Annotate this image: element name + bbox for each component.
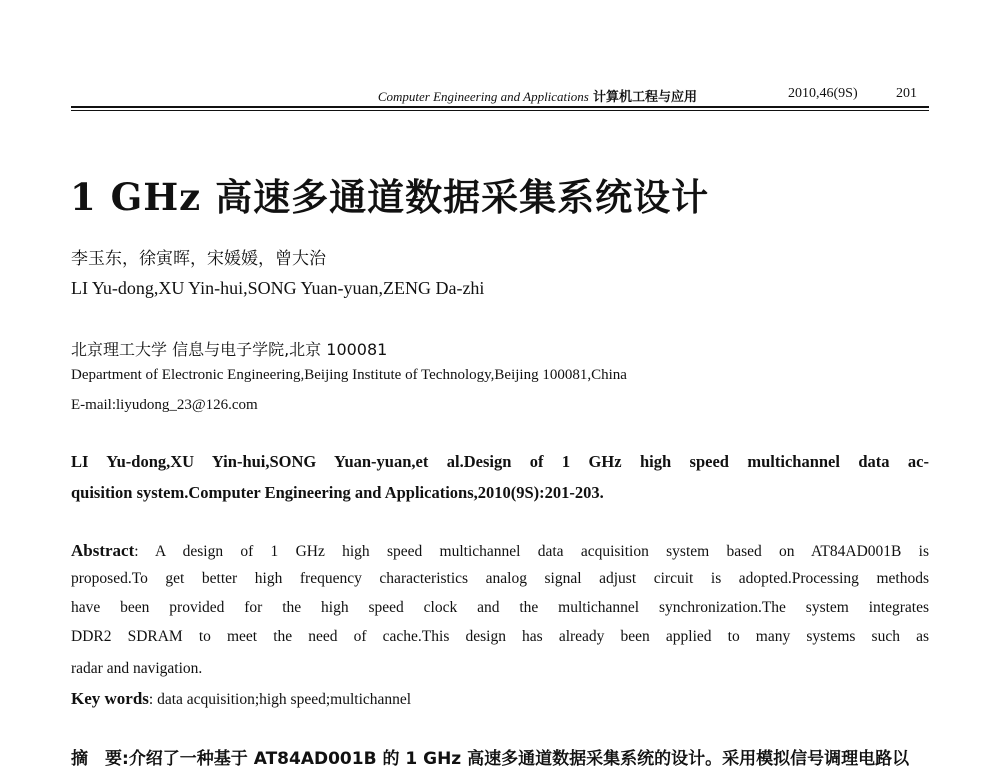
journal-name-en: Computer Engineering and Applications [377, 89, 589, 104]
abstract-cn-text: 介绍了一种基于 AT84AD001B 的 1 GHz 高速多通道数据采集系统的设计。采用模拟信号调理电路以 [128, 749, 910, 769]
keywords [71, 689, 411, 709]
abstract-label-sep: : [134, 543, 155, 560]
header-rule-thin [71, 110, 929, 111]
paper-title: 1 GHz 高速多通道数据采集系统设计 [70, 175, 710, 219]
abstract-cn: 摘 要:介绍了一种基于 AT84AD001B 的 1 GHz 高速多通道数据采集系统的设计。采用模拟信号调理电路以 [71, 749, 910, 769]
affiliation-cn: 北京理工大学 信息与电子学院,北京 100081 [71, 340, 388, 359]
citation-line-1: LI Yu-dong,XU Yin-hui,SONG Yuan-yuan,et al.Design of 1 GHz high speed multichannel data ac- [71, 452, 929, 471]
keywords-label: Key words [71, 689, 149, 708]
abstract-line-2: proposed.To get better high frequency characteristics analog signal adjust circuit is adopted.Processing methods [71, 570, 929, 587]
abstract-label: Abstract [71, 541, 135, 560]
keywords-text: data acquisition;high speed;multichannel [157, 691, 412, 708]
abstract-cn-label: 摘 要 [71, 749, 122, 769]
author-email: E-mail:liyudong_23@126.com [71, 397, 258, 413]
abstract-line-3: have been provided for the high speed clock and the multichannel synchronization.The system integrates [71, 599, 929, 616]
abstract-text: A design of 1 GHz high speed multichannel data acquisition system based on AT84AD001B is [155, 543, 929, 560]
authors-en: LI Yu-dong,XU Yin-hui,SONG Yuan-yuan,ZENG Da-zhi [71, 278, 485, 298]
abstract-line-4: DDR2 SDRAM to meet the need of cache.This design has already been applied to many systems such as [71, 628, 929, 645]
header-rule [71, 106, 929, 108]
authors-cn: 李玉东，徐寅晖，宋媛媛，曾大治 [71, 249, 326, 269]
abstract-line-5: radar and navigation. [71, 660, 203, 677]
issue-info: 2010,46(9S) [788, 86, 858, 101]
page-number: 201 [896, 86, 917, 101]
abstract-line-1 [71, 541, 929, 561]
journal-header [0, 86, 697, 105]
keywords-label-sep: : [148, 691, 158, 708]
journal-name-cn: 计算机工程与应用 [592, 90, 697, 105]
citation-line-2: quisition system.Computer Engineering and Applications,2010(9S):201-203. [71, 483, 604, 502]
affiliation-en: Department of Electronic Engineering,Beijing Institute of Technology,Beijing 100081,China [71, 367, 627, 383]
